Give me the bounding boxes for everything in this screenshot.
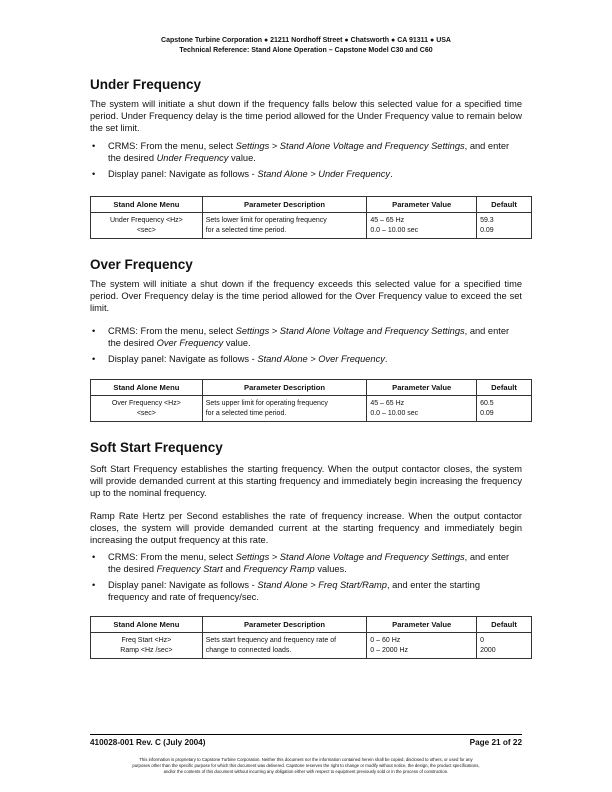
proprietary-notice: This information is proprietary to Capstone Turbine Corporation. Neither this document nor the information contained herein shall be copied, disclosed to others, or used for any purposes other than the specific purpose for which this document was delivered. Capstone reserves the right to change or modify without notice, the design, the product specifications, and/or the contents of this document without incurring any obligation either with respect to equipment previously sold or in the process of construction. (132, 757, 480, 775)
bullet-icon: • (92, 326, 96, 336)
col-header-value: Parameter Value (367, 380, 477, 396)
bullet-item: • CRMS: From the menu, select Settings > Stand Alone Voltage and Frequency Settings, and enter the desired Under Frequency value. (92, 141, 510, 163)
cell-menu: Over Frequency <Hz> <sec> (91, 396, 203, 422)
cell-description: Sets start frequency and frequency rate of change to connected loads. (202, 633, 367, 659)
cell-value: 45 – 65 Hz 0.0 – 10.00 sec (367, 396, 477, 422)
col-header-default: Default (477, 380, 532, 396)
table-row (91, 396, 532, 422)
page-number: Page 21 of 22 (469, 738, 522, 747)
header-line-1: Capstone Turbine Corporation ● 21211 Nordhoff Street ● Chatsworth ● CA 91311 ● USA (161, 37, 451, 44)
bullet-icon: • (92, 169, 96, 179)
soft-start-bullets (90, 551, 522, 607)
col-header-value: Parameter Value (367, 197, 477, 213)
table-row (91, 633, 532, 659)
over-frequency-table (90, 379, 532, 422)
bullet-item: • CRMS: From the menu, select Settings > Stand Alone Voltage and Frequency Settings, and enter the desired Over Frequency value. (92, 326, 510, 348)
cell-menu: Under Frequency <Hz> <sec> (91, 213, 203, 239)
document-number: 410028-001 Rev. C (July 2004) (90, 738, 206, 747)
soft-start-table (90, 616, 532, 659)
soft-start-paragraph-1: Soft Start Frequency establishes the starting frequency. When the output contactor closes, the system will provide demanded current at this starting frequency and immediately begin increasing the frequency up to the nominal frequency. (90, 464, 522, 498)
over-frequency-bullets (90, 325, 522, 369)
over-frequency-heading: Over Frequency (90, 257, 193, 272)
soft-start-paragraph-2: Ramp Rate Hertz per Second establishes the rate of frequency increase. When the output contactor closes, the system will provide demanded current at the starting frequency and immediately begin increasing the output frequency at this rate. (90, 511, 522, 545)
cell-description: Sets lower limit for operating frequency for a selected time period. (202, 213, 367, 239)
cell-default: 60.5 0.09 (477, 396, 532, 422)
under-frequency-heading: Under Frequency (90, 77, 202, 92)
bullet-icon: • (92, 141, 96, 151)
col-header-menu: Stand Alone Menu (91, 380, 203, 396)
header-line-2: Technical Reference: Stand Alone Operation – Capstone Model C30 and C60 (179, 46, 433, 54)
col-header-value: Parameter Value (367, 617, 477, 633)
bullet-icon: • (92, 580, 96, 590)
cell-default: 0 2000 (477, 633, 532, 659)
cell-value: 0 – 60 Hz 0 – 2000 Hz (367, 633, 477, 659)
cell-menu: Freq Start <Hz> Ramp <Hz /sec> (91, 633, 203, 659)
cell-default: 59.3 0.09 (477, 213, 532, 239)
footer-divider (90, 734, 522, 735)
cell-description: Sets upper limit for operating frequency for a selected time period. (202, 396, 367, 422)
col-header-description: Parameter Description (202, 197, 367, 213)
bullet-icon: • (92, 552, 96, 562)
bullet-item: • Display panel: Navigate as follows - Stand Alone > Freq Start/Ramp, and enter the starting frequency and rate of frequency/sec. (92, 580, 480, 602)
col-header-default: Default (477, 617, 532, 633)
bullet-item: • Display panel: Navigate as follows - Stand Alone > Under Frequency. (92, 169, 393, 179)
col-header-default: Default (477, 197, 532, 213)
under-frequency-paragraph: The system will initiate a shut down if the frequency falls below this selected value for a specified time period. Under Frequency delay is the time period allowed for the Under Frequency value to remain below the set limit. (90, 99, 522, 133)
table-header-row (91, 380, 532, 396)
table-row (91, 213, 532, 239)
table-header-row (91, 197, 532, 213)
col-header-menu: Stand Alone Menu (91, 617, 203, 633)
soft-start-heading: Soft Start Frequency (90, 440, 223, 455)
col-header-description: Parameter Description (202, 617, 367, 633)
over-frequency-paragraph: The system will initiate a shut down if the frequency exceeds this selected value for a specified time period. Over Frequency delay is the time period allowed for the Over Frequency value to exceed the set limit. (90, 279, 522, 313)
bullet-item: • Display panel: Navigate as follows - Stand Alone > Over Frequency. (92, 354, 388, 364)
col-header-menu: Stand Alone Menu (91, 197, 203, 213)
bullet-item: • CRMS: From the menu, select Settings > Stand Alone Voltage and Frequency Settings, and enter the desired Frequency Start and Frequency Ramp values. (92, 552, 510, 574)
bullet-icon: • (92, 354, 96, 364)
col-header-description: Parameter Description (202, 380, 367, 396)
page-footer (90, 734, 522, 747)
under-frequency-bullets (90, 140, 522, 184)
page-header (0, 36, 612, 55)
under-frequency-table (90, 196, 532, 239)
table-header-row (91, 617, 532, 633)
cell-value: 45 – 65 Hz 0.0 – 10.00 sec (367, 213, 477, 239)
